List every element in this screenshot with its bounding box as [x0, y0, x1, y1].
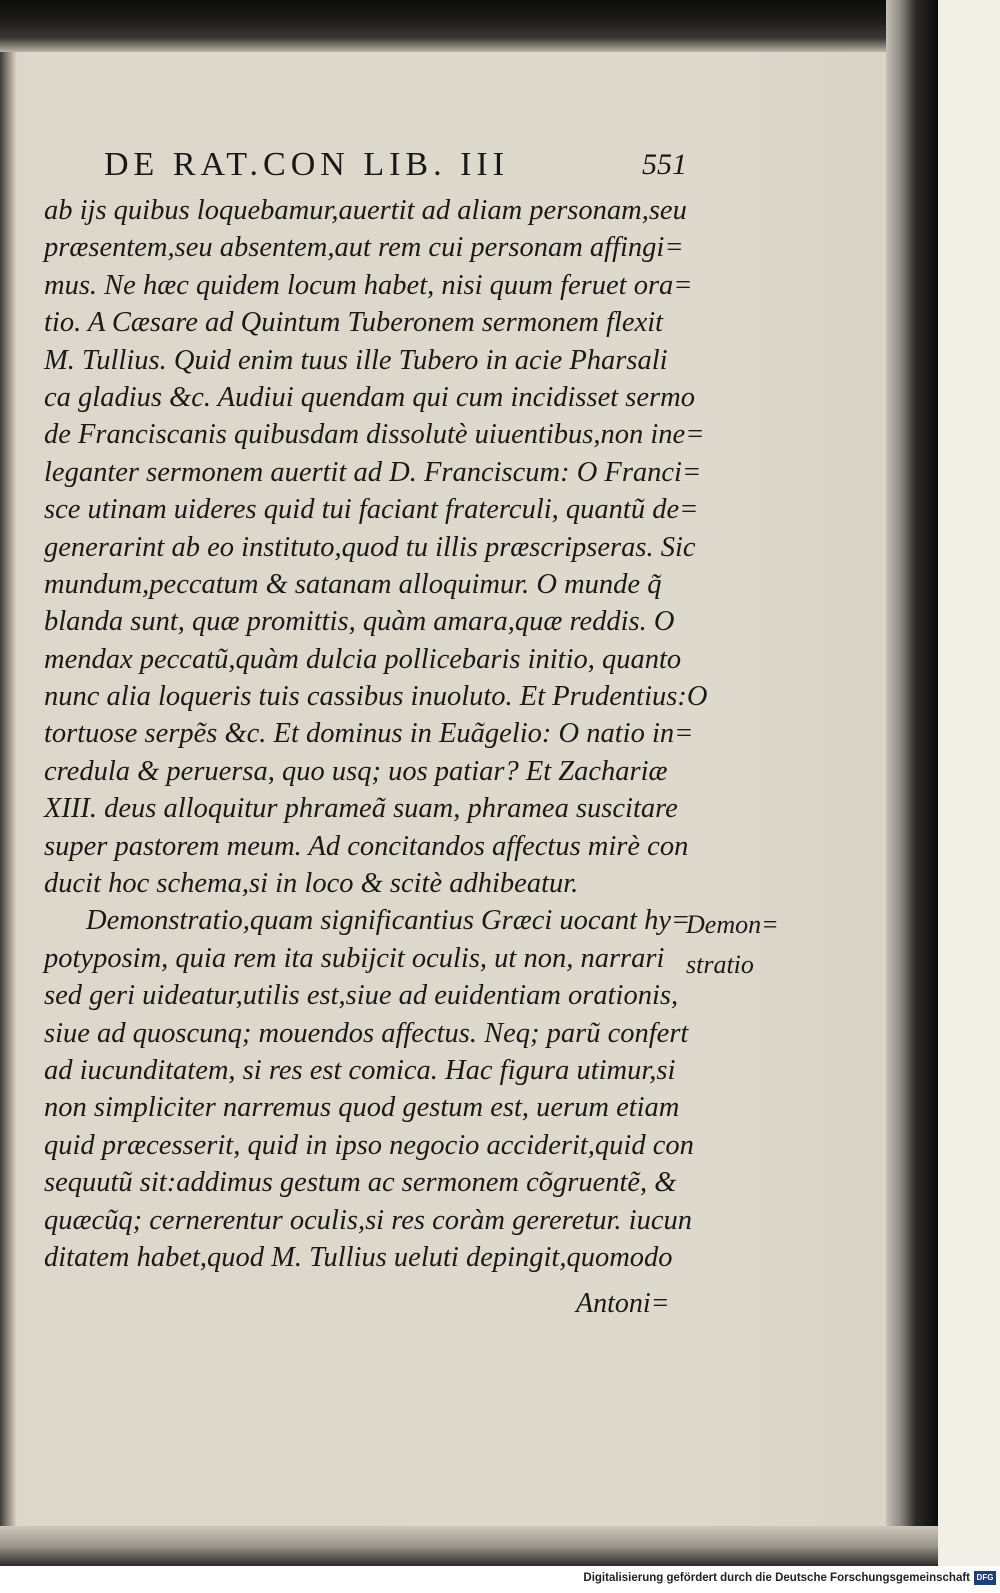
- text-line: sequutũ sit:addimus gestum ac sermonem cõgruentẽ, &: [44, 1167, 677, 1199]
- text-line: sed geri uideatur,utilis est,siue ad euidentiam orationis,: [44, 980, 679, 1012]
- text-line: quæcũq; cernerentur oculis,si res coràm gereretur. iucun: [44, 1204, 692, 1236]
- page-edge-left: [0, 0, 16, 1566]
- marginal-note-line: Demon=: [686, 910, 779, 939]
- text-line: ad iucunditatem, si res est comica. Hac figura utimur,si: [44, 1054, 676, 1086]
- text-line: ditatem habet,quod M. Tullius ueluti depingit,quomodo: [44, 1241, 673, 1273]
- text-line: mundum,peccatum & satanam alloquimur. O munde q̃: [44, 568, 662, 600]
- text-line: ab ijs quibus loquebamur,auertit ad aliam personam,seu: [44, 195, 687, 226]
- text-line: tio. A Cæsare ad Quintum Tuberonem sermonem flexit: [44, 307, 664, 339]
- text-line: blanda sunt, quæ promittis, quàm amara,quæ reddis. O: [44, 606, 675, 638]
- catchword: Antoni=: [576, 1288, 670, 1319]
- text-line: mus. Ne hæc quidem locum habet, nisi quum feruet ora=: [44, 269, 693, 301]
- text-line: non simpliciter narremus quod gestum est, uerum etiam: [44, 1092, 680, 1124]
- text-line: siue ad quoscunq; mouendos affectus. Neq; parũ confert: [44, 1017, 689, 1049]
- folio-number: 551: [642, 148, 687, 181]
- text-line: credula & peruersa, quo usq; uos patiar? Et Zachariæ: [44, 755, 668, 787]
- page-edge-bottom: [0, 1526, 938, 1566]
- marginal-note-line: stratio: [686, 950, 754, 979]
- text-line: XIII. deus alloquitur phrameã suam, phramea suscitare: [44, 793, 678, 825]
- body-text: [44, 192, 708, 1276]
- text-line: ca gladius &c. Audiui quendam qui cum incidisset sermo: [44, 381, 695, 413]
- text-line: sce utinam uideres quid tui faciant fraterculi, quantũ de=: [44, 494, 699, 526]
- text-line: M. Tullius. Quid enim tuus ille Tubero in acie Pharsali: [44, 344, 668, 376]
- dfg-logo-icon: DFG: [974, 1571, 996, 1585]
- running-head: DE RAT.CON LIB. III: [104, 146, 510, 183]
- text-line: generarint ab eo instituto,quod tu illis præscripseras. Sic: [44, 531, 696, 563]
- page-edge-right: [886, 0, 938, 1566]
- text-line: super pastorem meum. Ad concitandos affectus mirè con: [44, 830, 689, 862]
- marginal-note: [686, 905, 806, 985]
- text-line: tortuose serpẽs &c. Et dominus in Euãgelio: O natio in=: [44, 718, 694, 750]
- text-line: quid præcesserit, quid in ipso negocio acciderit,quid con: [44, 1129, 694, 1161]
- text-line: mendax peccatũ,quàm dulcia pollicebaris initio, quanto: [44, 643, 682, 675]
- text-line: præsentem,seu absentem,aut rem cui personam affingi=: [44, 232, 684, 264]
- text-line-paragraph-start: Demonstratio,quam significantius Græci uocant hy=: [86, 905, 691, 937]
- text-line: potyposim, quia rem ita subijcit oculis, ut non, narrari: [44, 942, 665, 974]
- text-line: nunc alia loqueris tuis cassibus inuoluto. Et Prudentius:O: [44, 681, 708, 713]
- text-line: leganter sermonem auertit ad D. Franciscum: O Franci=: [44, 456, 702, 488]
- text-line: ducit hoc schema,si in loco & scitè adhibeatur.: [44, 868, 579, 900]
- digitization-footer: [0, 1566, 1000, 1593]
- funding-credit: Digitalisierung gefördert durch die Deutsche Forschungsgemeinschaft: [583, 1572, 970, 1584]
- page-header: [104, 146, 704, 186]
- text-line: de Franciscanis quibusdam dissolutè uiuentibus,non ine=: [44, 419, 705, 451]
- page-edge-top: [0, 0, 938, 52]
